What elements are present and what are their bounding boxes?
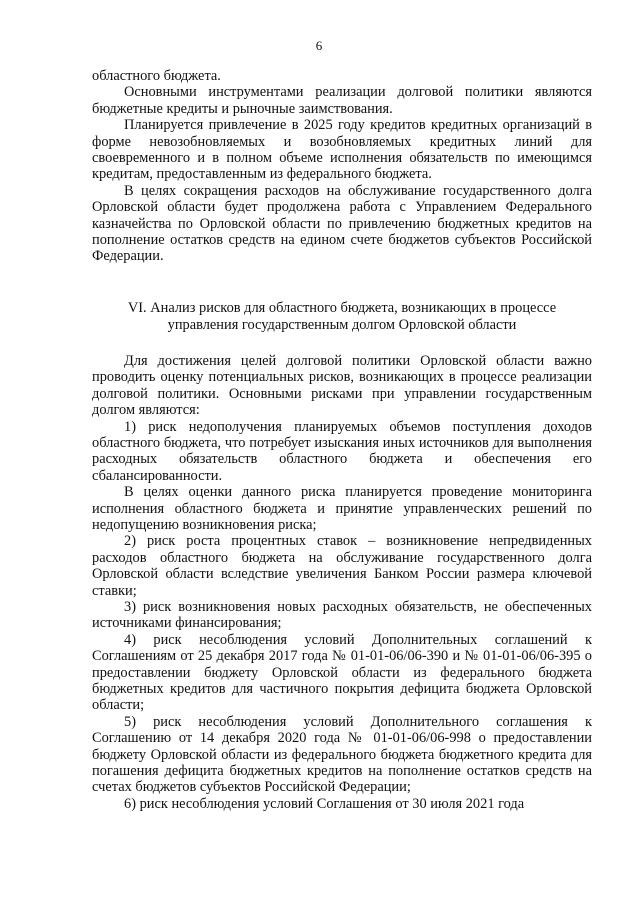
- list-item: 3) риск возникновения новых расходных обязательств, не обеспеченных источниками финансирования;: [92, 598, 592, 632]
- list-item: 2) риск роста процентных ставок – возникновение непредвиденных расходов областного бюджета на обслуживание государственного долга Орловской области вследствие увеличения Банком России размера ключевой ставки;: [92, 533, 592, 599]
- paragraph: В целях сокращения расходов на обслуживание государственного долга Орловской области будет продолжена работа с Управлением Федерального казначейства по Орловской области по привлечению бюджетных кредитов на пополнение остатков средств на едином счете бюджетов субъектов Российской Федерации.: [92, 182, 592, 265]
- list-item: 4) риск несоблюдения условий Дополнительных соглашений к Соглашениям от 25 декабря 2017 года № 01-01-06/06-390 и № 01-01-06/06-395 о предоставлении бюджету Орловской области из федерального бюджета бюджетных кредитов для частичного покрытия дефицита бюджета Орловской области;: [92, 631, 592, 714]
- list-item: 6) риск несоблюдения условий Соглашения от 30 июля 2021 года: [124, 795, 525, 812]
- paragraph-continuation: областного бюджета.: [92, 68, 221, 84]
- list-item: 1) риск недополучения планируемых объемов поступления доходов областного бюджета, что потребует изыскания иных источников для выполнения расходных обязательств областного бюджета и обеспечения его сбалансированности.: [92, 418, 592, 484]
- paragraph: Основными инструментами реализации долговой политики являются бюджетные кредиты и рыночные заимствования.: [92, 84, 592, 117]
- section-heading: VI. Анализ рисков для областного бюджета, возникающих в процессе управления государственным долгом Орловской области: [127, 299, 557, 333]
- paragraph: В целях оценки данного риска планируется проведение мониторинга исполнения областного бюджета и принятие управленческих решений по недопущению возникновения риска;: [92, 484, 592, 533]
- list-item: 5) риск несоблюдения условий Дополнительного соглашения к Соглашению от 14 декабря 2020 года № 01-01-06/06-998 о предоставлении бюджету Орловской области из федерального бюджета бюджетного кредита для погашения дефицита бюджетных кредитов на пополнение остатков средств на счетах бюджетов субъектов Российской Федерации;: [92, 713, 592, 796]
- page-number: 6: [315, 38, 323, 53]
- paragraph: Для достижения целей долговой политики Орловской области важно проводить оценку потенциальных рисков, возникающих в процессе реализации долговой политики. Основными рисками при управлении государственным долгом являются:: [92, 352, 592, 419]
- document-body: [92, 68, 592, 812]
- paragraph: Планируется привлечение в 2025 году кредитов кредитных организаций в форме невозобновляемых и возобновляемых кредитных линий для своевременного и в полном объеме исполнения обязательств по имеющимся кредитам, предоставленным из федерального бюджета.: [92, 117, 592, 183]
